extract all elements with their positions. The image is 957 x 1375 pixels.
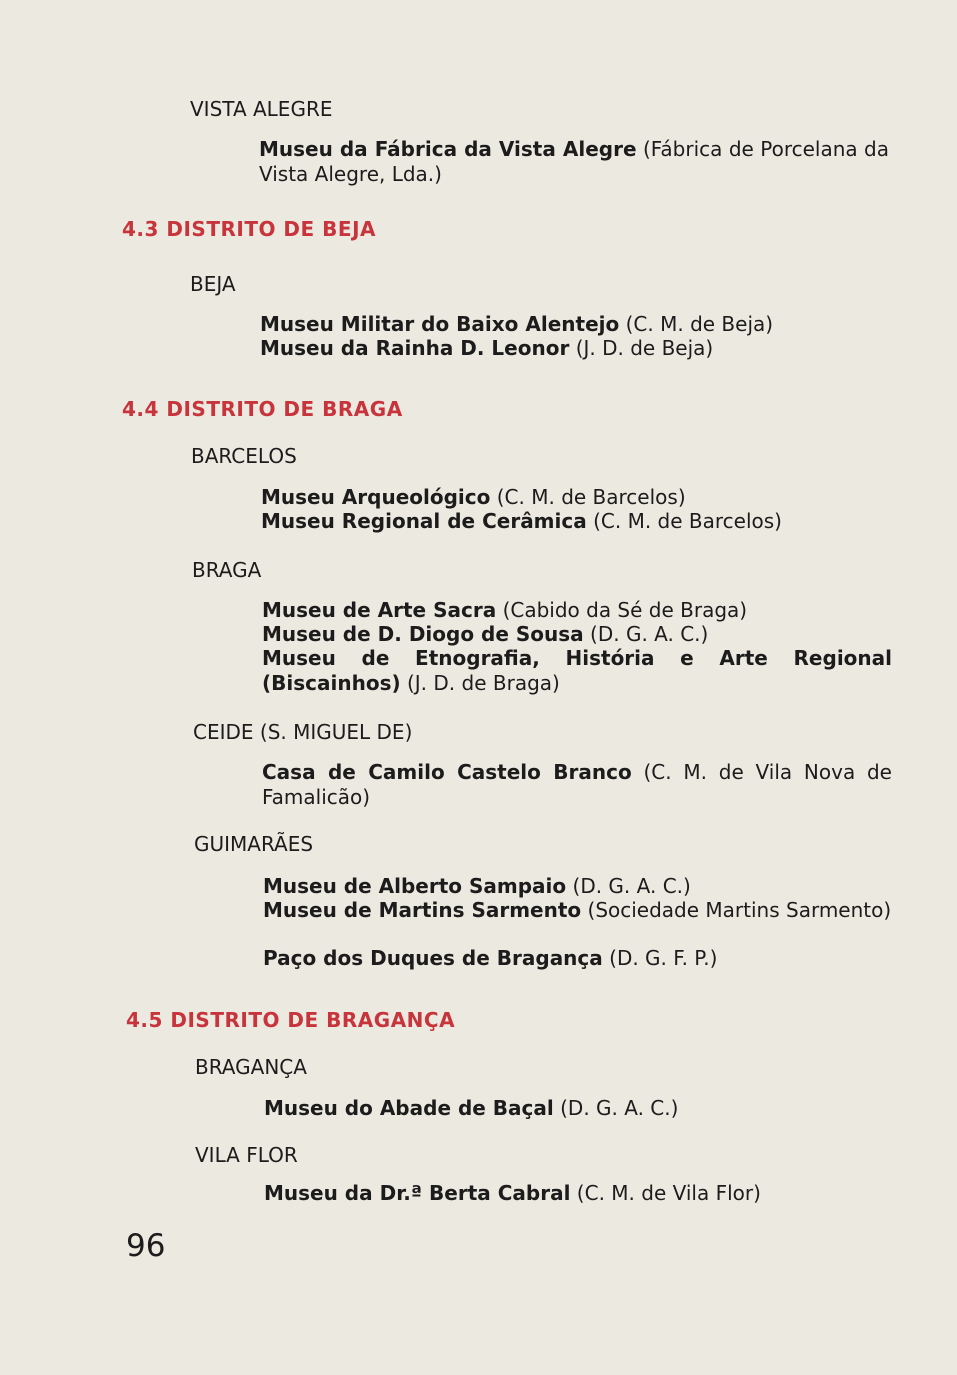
museum-owner: (C. M. de Vila Nova de Famalicão) (262, 760, 892, 809)
museum-owner: (D. G. A. C.) (560, 1096, 679, 1120)
museum-owner: (Cabido da Sé de Braga) (502, 598, 748, 622)
museum-owner: (Fábrica de Porcelana da Vista Alegre, Lda.) (259, 137, 890, 186)
museum-entry (263, 874, 893, 899)
museum-owner: (C. M. de Vila Flor) (576, 1181, 761, 1205)
museum-entry (263, 946, 893, 971)
museum-name: Museu de Alberto Sampaio (263, 874, 567, 898)
museum-entry (259, 137, 889, 186)
museum-owner: (C. M. de Barcelos) (593, 509, 782, 533)
museum-name: Museu de Etnografia, História e Arte Regional (Biscainhos) (262, 646, 892, 695)
museum-owner: (C. M. de Beja) (625, 312, 774, 336)
museum-name: Casa de Camilo Castelo Branco (262, 760, 632, 784)
museum-owner: (D. G. A. C.) (590, 622, 709, 646)
page-number: 96 (126, 1228, 166, 1264)
museum-entry (264, 1181, 894, 1206)
museum-owner: (J. D. de Braga) (406, 670, 560, 695)
museum-name: Museu de Arte Sacra (262, 598, 497, 622)
city-heading: BRAGANÇA (195, 1055, 307, 1079)
museum-owner: (J. D. de Beja) (575, 336, 714, 360)
museum-name: Museu da Fábrica da Vista Alegre (259, 137, 637, 161)
museum-name: Museu Arqueológico (261, 485, 491, 509)
museum-name: Museu Regional de Cerâmica (261, 509, 587, 533)
museum-name: Museu de Martins Sarmento (263, 898, 582, 922)
museum-entry (261, 509, 891, 534)
museum-entry (260, 312, 890, 337)
museum-name: Paço dos Duques de Bragança (263, 946, 603, 970)
museum-entry (263, 898, 893, 923)
section-heading: 4.3 DISTRITO DE BEJA (122, 217, 376, 241)
museum-owner: (D. G. A. C.) (572, 874, 691, 898)
museum-owner: (C. M. de Barcelos) (496, 485, 686, 509)
city-heading: CEIDE (S. MIGUEL DE) (193, 720, 413, 744)
city-heading: BARCELOS (191, 444, 297, 468)
city-heading: VILA FLOR (195, 1143, 298, 1167)
museum-name: Museu da Rainha D. Leonor (260, 336, 570, 360)
museum-entry (262, 760, 892, 809)
museum-entry (261, 485, 891, 510)
museum-name: Museu da Dr.ª Berta Cabral (264, 1181, 571, 1205)
museum-name: Museu do Abade de Baçal (264, 1096, 554, 1120)
museum-name: Museu Militar do Baixo Alentejo (260, 312, 620, 336)
museum-name: Museu de D. Diogo de Sousa (262, 622, 584, 646)
museum-entry (262, 622, 892, 647)
museum-entry (260, 336, 890, 361)
city-heading: GUIMARÃES (194, 832, 314, 856)
museum-owner: (Sociedade Martins Sarmento) (587, 898, 892, 922)
city-heading: BRAGA (192, 558, 262, 582)
section-heading: 4.5 DISTRITO DE BRAGANÇA (126, 1008, 456, 1032)
museum-entry (262, 646, 892, 695)
museum-owner: (D. G. F. P.) (609, 946, 718, 970)
section-heading: 4.4 DISTRITO DE BRAGA (122, 397, 403, 421)
city-heading: VISTA ALEGRE (190, 97, 333, 121)
city-heading: BEJA (190, 272, 236, 296)
museum-entry (264, 1096, 894, 1121)
museum-entry (262, 598, 892, 623)
